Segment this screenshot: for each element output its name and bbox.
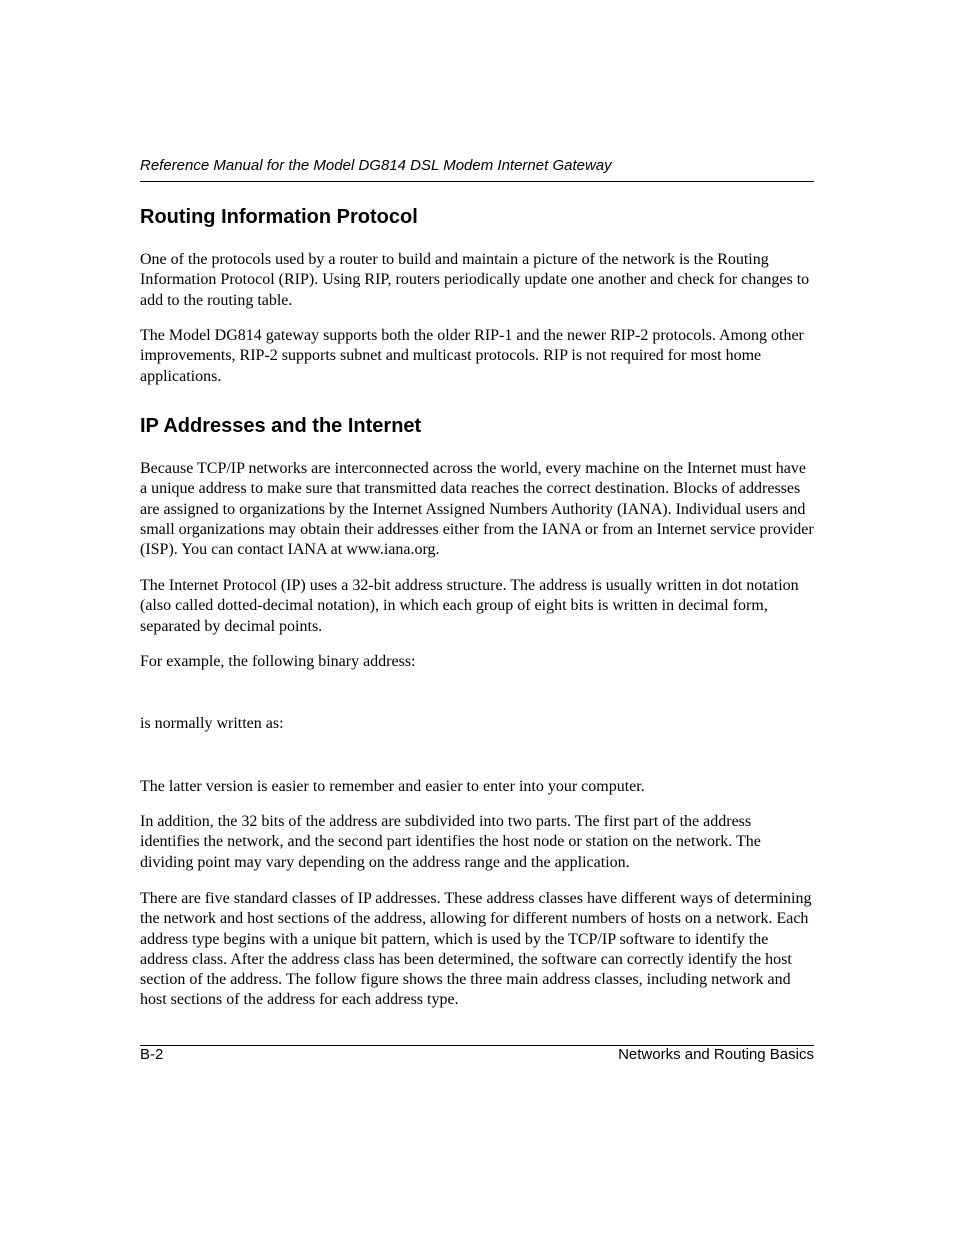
paragraph-normally-written: is normally written as: [140,715,284,732]
heading-ip-addresses: IP Addresses and the Internet [140,415,422,437]
paragraph-address-parts: In addition, the 32 bits of the address are subdivided into two parts. The first part of the address identifies the network, and the second part identifies the host node or station on the network. The dividing point may vary depending on the address range and the application. [140,813,761,871]
paragraph-rip-intro: One of the protocols used by a router to build and maintain a picture of the network is the Routing Information Protocol (RIP). Using RIP, routers periodically update one another and check for changes to add to the routing table. [140,251,810,309]
paragraph-latter-version: The latter version is easier to remember and easier to enter into your computer. [140,778,645,795]
heading-routing-information-protocol: Routing Information Protocol [140,206,418,228]
paragraph-rip-support: The Model DG814 gateway supports both the older RIP-1 and the newer RIP-2 protocols. Among other improvements, RIP-2 supports subnet and multicast protocols. RIP is not required for most home applications. [140,327,804,385]
paragraph-binary-example: For example, the following binary address: [140,653,416,670]
paragraph-ip-intro: Because TCP/IP networks are interconnected across the world, every machine on the Internet must have a unique address to make sure that transmitted data reaches the correct destination. Blocks of addresses are assigned to organizations by the Internet Assigned Numbers Authority (IANA). Individual users and small organizations may obtain their addresses either from the IANA or from an Internet service provider (ISP). You can contact IANA at www.iana.org. [140,460,814,559]
chapter-title: Networks and Routing Basics [618,1046,814,1063]
header-divider [140,181,814,182]
paragraph-address-classes: There are five standard classes of IP addresses. These address classes have different ways of determining the network and host sections of the address, allowing for different numbers of hosts on a network. Each address type begins with a unique bit pattern, which is used by the TCP/IP software to identify the address class. After the address class has been determined, the software can correctly identify the host section of the address. The follow figure shows the three main address classes, including network and host sections of the address for each address type. [140,890,812,1009]
running-header: Reference Manual for the Model DG814 DSL Modem Internet Gateway [140,157,612,174]
page-number: B-2 [140,1046,164,1063]
paragraph-ip-structure: The Internet Protocol (IP) uses a 32-bit address structure. The address is usually written in dot notation (also called dotted-decimal notation), in which each group of eight bits is written in decimal form, separated by decimal points. [140,577,799,635]
